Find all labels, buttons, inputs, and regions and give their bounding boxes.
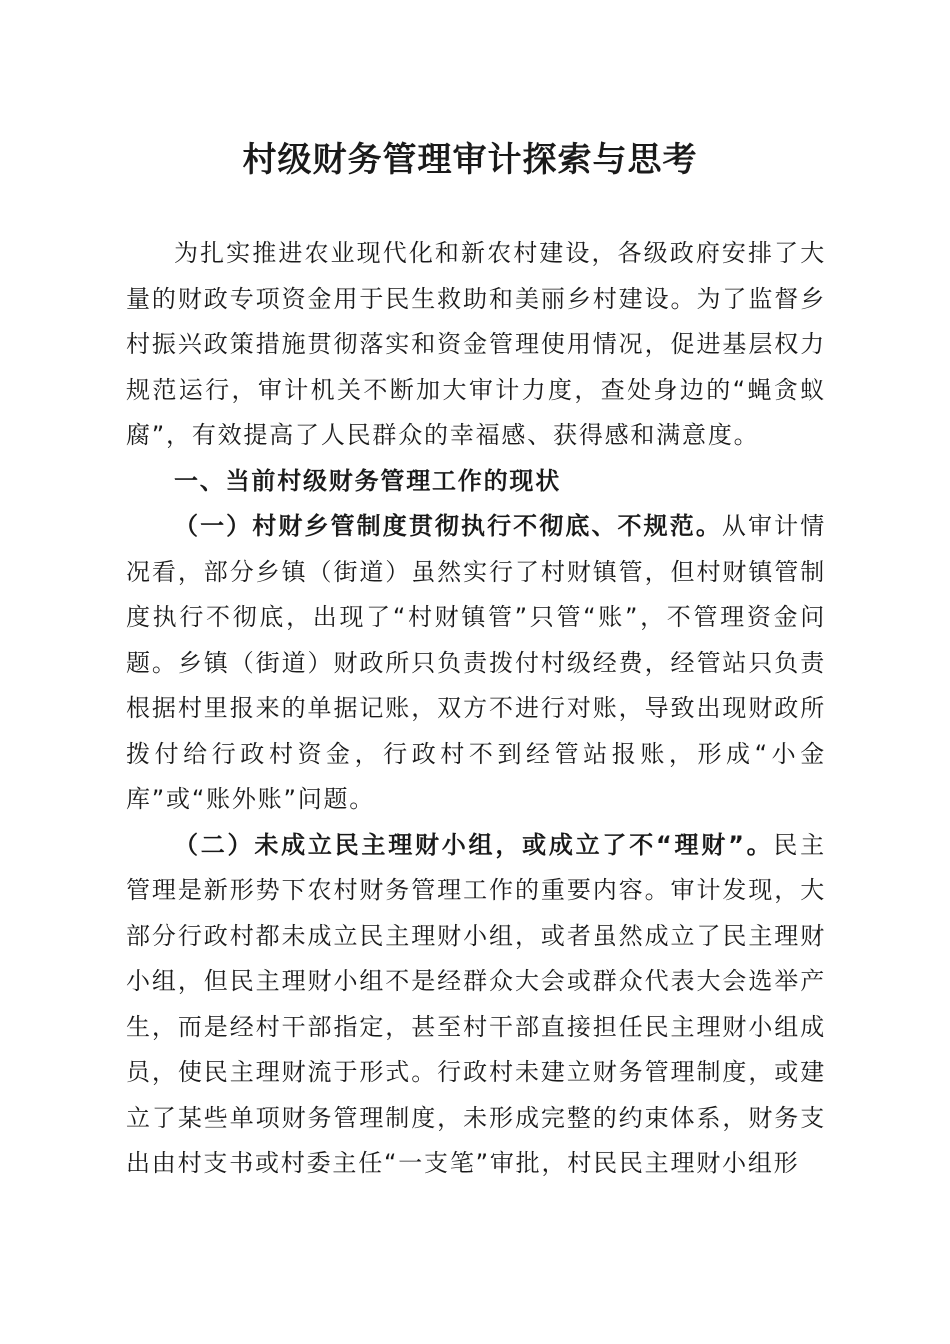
subsection-paragraph-1	[126, 504, 826, 823]
intro-paragraph: 为扎实推进农业现代化和新农村建设，各级政府安排了大量的财政专项资金用于民生救助和美丽乡村建设。为了监督乡村振兴政策措施贯彻落实和资金管理使用情况，促进基层权力规范运行，审计机关不断加大审计力度，查处身边的“蝇贪蚁腐”，有效提高了人民群众的幸福感、获得感和满意度。	[126, 239, 827, 449]
subsection-lead-1: （一）村财乡管制度贯彻执行不彻底、不规范。	[174, 512, 722, 540]
subsection-text-1: 从审计情况看，部分乡镇（街道）虽然实行了村财镇管，但村财镇管制度执行不彻底，出现了“村财镇管”只管“账”，不管理资金问题。乡镇（街道）财政所只负责拨付村级经费，经管站只负责根据村里报来的单据记账，双方不进行对账，导致出现财政所拨付给行政村资金，行政村不到经管站报账，形成“小金库”或“账外账”问题。	[126, 512, 826, 813]
subsection-paragraph-2	[126, 823, 826, 1187]
section-heading: 一、当前村级财务管理工作的现状	[174, 466, 561, 495]
page-title: 村级财务管理审计探索与思考	[242, 140, 698, 180]
subsection-text-2: 民主管理是新形势下农村财务管理工作的重要内容。审计发现，大部分行政村都未成立民主理财小组，或者虽然成立了民主理财小组，但民主理财小组不是经群众大会或群众代表大会选举产生，而是经村干部指定，甚至村干部直接担任民主理财小组成员，使民主理财流于形式。行政村未建立财务管理制度，或建立了某些单项财务管理制度，未形成完整的约束体系，财务支出由村支书或村委主任“一支笔”审批，村民民主理财小组形	[126, 830, 826, 1177]
subsection-lead-2: （二）未成立民主理财小组，或成立了不“理财”。	[174, 830, 774, 859]
document-body	[126, 231, 826, 1187]
